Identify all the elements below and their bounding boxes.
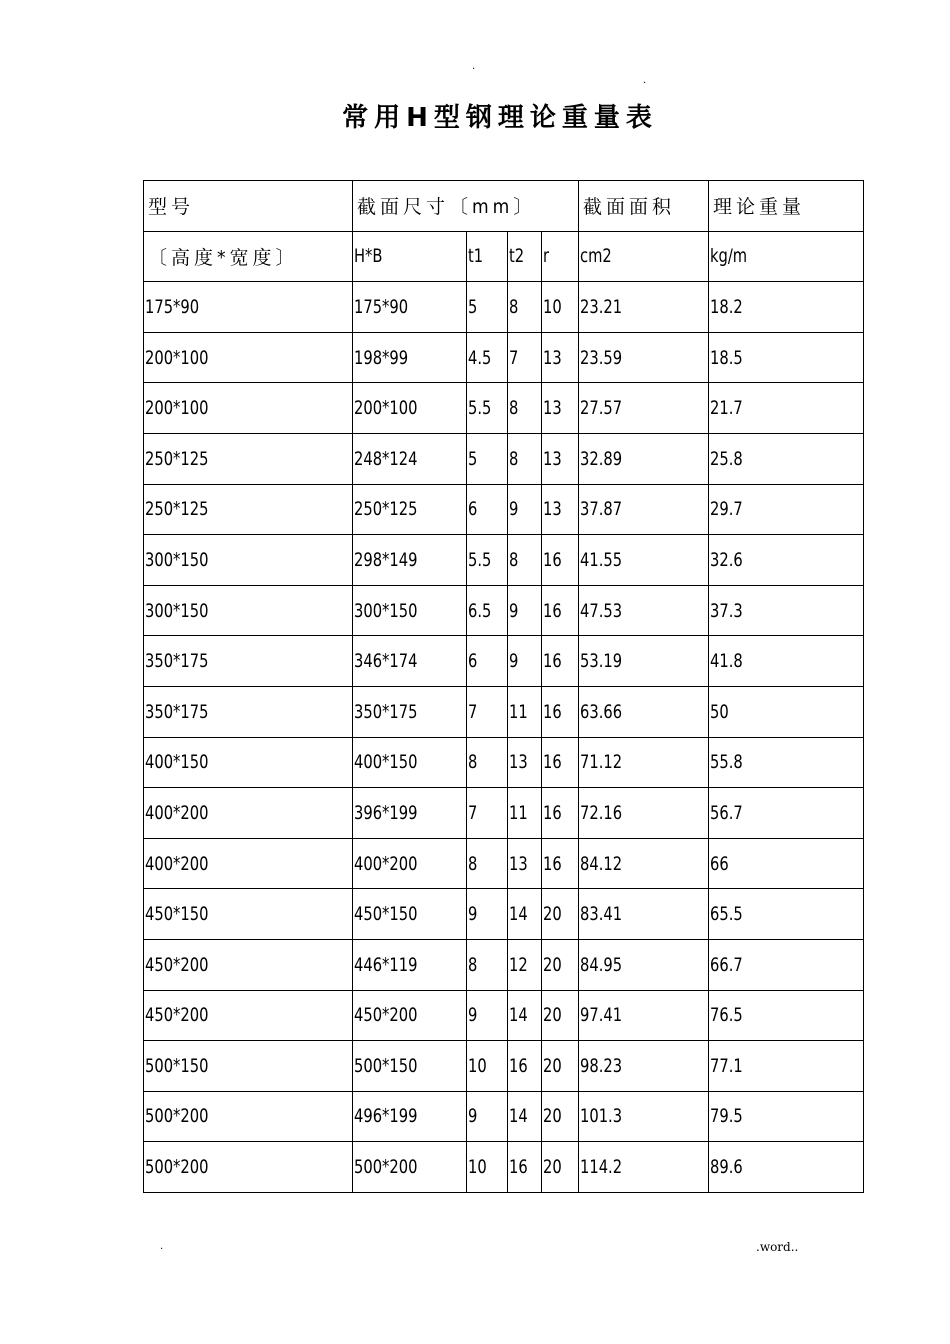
cell-weight: 76.5: [709, 990, 864, 1041]
cell-t2: 9: [508, 585, 542, 636]
cell-t2: 14: [508, 990, 542, 1041]
cell-area: 72.16: [579, 788, 709, 839]
cell-r: 13: [542, 484, 579, 535]
cell-hb: 496*199: [353, 1091, 467, 1142]
cell-r: 16: [542, 636, 579, 687]
table-row: [144, 433, 864, 484]
cell-r: 20: [542, 889, 579, 940]
cell-weight: 56.7: [709, 788, 864, 839]
cell-weight: 77.1: [709, 1041, 864, 1092]
header-model: 型号: [144, 181, 353, 232]
cell-area: 41.55: [579, 535, 709, 586]
table-row: [144, 1142, 864, 1193]
cell-t1: 9: [467, 889, 508, 940]
cell-model: 300*150: [144, 535, 353, 586]
cell-hb: 350*175: [353, 686, 467, 737]
cell-t1: 8: [467, 737, 508, 788]
cell-model: 300*150: [144, 585, 353, 636]
cell-area: 23.59: [579, 332, 709, 383]
cell-area: 98.23: [579, 1041, 709, 1092]
cell-hb: 346*174: [353, 636, 467, 687]
table-row: [144, 889, 864, 940]
subheader-hb: H*B: [353, 231, 467, 282]
cell-r: 20: [542, 939, 579, 990]
cell-weight: 18.5: [709, 332, 864, 383]
cell-t2: 13: [508, 838, 542, 889]
cell-r: 20: [542, 1091, 579, 1142]
cell-weight: 29.7: [709, 484, 864, 535]
cell-area: 37.87: [579, 484, 709, 535]
page-mark-top-2: .: [643, 75, 647, 86]
table-row: [144, 282, 864, 333]
cell-weight: 65.5: [709, 889, 864, 940]
cell-model: 350*175: [144, 636, 353, 687]
cell-hb: 446*119: [353, 939, 467, 990]
cell-r: 16: [542, 838, 579, 889]
cell-weight: 89.6: [709, 1142, 864, 1193]
cell-hb: 198*99: [353, 332, 467, 383]
cell-model: 250*125: [144, 484, 353, 535]
cell-area: 101.3: [579, 1091, 709, 1142]
cell-hb: 400*200: [353, 838, 467, 889]
cell-hb: 250*125: [353, 484, 467, 535]
cell-model: 450*200: [144, 939, 353, 990]
subheader-area-unit: cm2: [579, 231, 709, 282]
cell-area: 84.95: [579, 939, 709, 990]
cell-area: 84.12: [579, 838, 709, 889]
cell-hb: 400*150: [353, 737, 467, 788]
cell-model: 450*200: [144, 990, 353, 1041]
cell-t1: 9: [467, 1091, 508, 1142]
cell-r: 13: [542, 383, 579, 434]
table-row: [144, 636, 864, 687]
cell-weight: 37.3: [709, 585, 864, 636]
table-row: [144, 535, 864, 586]
cell-t1: 8: [467, 939, 508, 990]
cell-weight: 55.8: [709, 737, 864, 788]
table-row: [144, 990, 864, 1041]
cell-model: 250*125: [144, 433, 353, 484]
cell-t1: 7: [467, 686, 508, 737]
cell-model: 175*90: [144, 282, 353, 333]
cell-hb: 396*199: [353, 788, 467, 839]
cell-hb: 298*149: [353, 535, 467, 586]
cell-area: 114.2: [579, 1142, 709, 1193]
cell-r: 16: [542, 585, 579, 636]
table-row: [144, 1041, 864, 1092]
cell-t2: 11: [508, 788, 542, 839]
cell-t2: 8: [508, 383, 542, 434]
cell-t2: 7: [508, 332, 542, 383]
cell-model: 450*150: [144, 889, 353, 940]
cell-r: 16: [542, 737, 579, 788]
cell-weight: 66: [709, 838, 864, 889]
cell-area: 63.66: [579, 686, 709, 737]
table-row: [144, 788, 864, 839]
cell-hb: 500*150: [353, 1041, 467, 1092]
header-theoretical-weight: 理论重量: [709, 181, 864, 232]
cell-area: 83.41: [579, 889, 709, 940]
subheader-r: r: [542, 231, 579, 282]
cell-t2: 14: [508, 889, 542, 940]
cell-model: 200*100: [144, 332, 353, 383]
cell-t1: 4.5: [467, 332, 508, 383]
table-row: [144, 737, 864, 788]
cell-model: 400*150: [144, 737, 353, 788]
cell-hb: 200*100: [353, 383, 467, 434]
cell-area: 71.12: [579, 737, 709, 788]
cell-model: 350*175: [144, 686, 353, 737]
cell-weight: 50: [709, 686, 864, 737]
cell-r: 16: [542, 686, 579, 737]
subheader-t1: t1: [467, 231, 508, 282]
subheader-weight-unit: kg/m: [709, 231, 864, 282]
cell-hb: 248*124: [353, 433, 467, 484]
cell-t2: 9: [508, 484, 542, 535]
cell-hb: 450*200: [353, 990, 467, 1041]
cell-hb: 500*200: [353, 1142, 467, 1193]
cell-t2: 8: [508, 282, 542, 333]
subheader-t2: t2: [508, 231, 542, 282]
cell-area: 27.57: [579, 383, 709, 434]
cell-weight: 41.8: [709, 636, 864, 687]
page-title: 常用H型钢理论重量表: [342, 103, 658, 133]
cell-r: 20: [542, 1041, 579, 1092]
cell-area: 53.19: [579, 636, 709, 687]
cell-model: 400*200: [144, 838, 353, 889]
cell-r: 13: [542, 332, 579, 383]
cell-r: 16: [542, 788, 579, 839]
page-mark-top-1: .: [472, 61, 476, 72]
table-row: [144, 686, 864, 737]
subheader-model-dims: 〔高度*宽度〕: [144, 231, 353, 282]
cell-t1: 5.5: [467, 383, 508, 434]
cell-t1: 8: [467, 838, 508, 889]
table-header-row: [144, 181, 864, 232]
cell-hb: 450*150: [353, 889, 467, 940]
table-row: [144, 332, 864, 383]
footer-mark-left: .: [160, 1241, 164, 1252]
cell-r: 13: [542, 433, 579, 484]
cell-t2: 12: [508, 939, 542, 990]
cell-t1: 10: [467, 1142, 508, 1193]
cell-t2: 14: [508, 1091, 542, 1142]
cell-t2: 9: [508, 636, 542, 687]
table-subheader-row: [144, 231, 864, 282]
cell-t1: 5.5: [467, 535, 508, 586]
header-section-size: 截面尺寸〔mm〕: [353, 181, 579, 232]
cell-weight: 32.6: [709, 535, 864, 586]
cell-model: 200*100: [144, 383, 353, 434]
cell-t1: 10: [467, 1041, 508, 1092]
header-section-area: 截面面积: [579, 181, 709, 232]
h-beam-weight-table: [143, 180, 864, 1193]
cell-t1: 6: [467, 484, 508, 535]
cell-r: 16: [542, 535, 579, 586]
cell-t1: 5: [467, 282, 508, 333]
table-row: [144, 383, 864, 434]
footer-word: .word..: [756, 1240, 799, 1254]
cell-t2: 8: [508, 433, 542, 484]
cell-model: 500*200: [144, 1142, 353, 1193]
cell-area: 23.21: [579, 282, 709, 333]
cell-weight: 66.7: [709, 939, 864, 990]
cell-r: 20: [542, 1142, 579, 1193]
cell-t2: 16: [508, 1142, 542, 1193]
cell-weight: 79.5: [709, 1091, 864, 1142]
cell-t2: 13: [508, 737, 542, 788]
cell-t2: 16: [508, 1041, 542, 1092]
cell-area: 97.41: [579, 990, 709, 1041]
table-row: [144, 484, 864, 535]
cell-model: 500*150: [144, 1041, 353, 1092]
cell-model: 500*200: [144, 1091, 353, 1142]
cell-hb: 300*150: [353, 585, 467, 636]
table-row: [144, 1091, 864, 1142]
table-row: [144, 939, 864, 990]
cell-t1: 9: [467, 990, 508, 1041]
cell-t2: 11: [508, 686, 542, 737]
cell-area: 32.89: [579, 433, 709, 484]
cell-t2: 8: [508, 535, 542, 586]
cell-t1: 7: [467, 788, 508, 839]
cell-t1: 6.5: [467, 585, 508, 636]
cell-weight: 25.8: [709, 433, 864, 484]
table-row: [144, 585, 864, 636]
cell-model: 400*200: [144, 788, 353, 839]
cell-r: 20: [542, 990, 579, 1041]
cell-weight: 18.2: [709, 282, 864, 333]
cell-area: 47.53: [579, 585, 709, 636]
table-row: [144, 838, 864, 889]
cell-weight: 21.7: [709, 383, 864, 434]
cell-hb: 175*90: [353, 282, 467, 333]
cell-t1: 5: [467, 433, 508, 484]
cell-t1: 6: [467, 636, 508, 687]
cell-r: 10: [542, 282, 579, 333]
